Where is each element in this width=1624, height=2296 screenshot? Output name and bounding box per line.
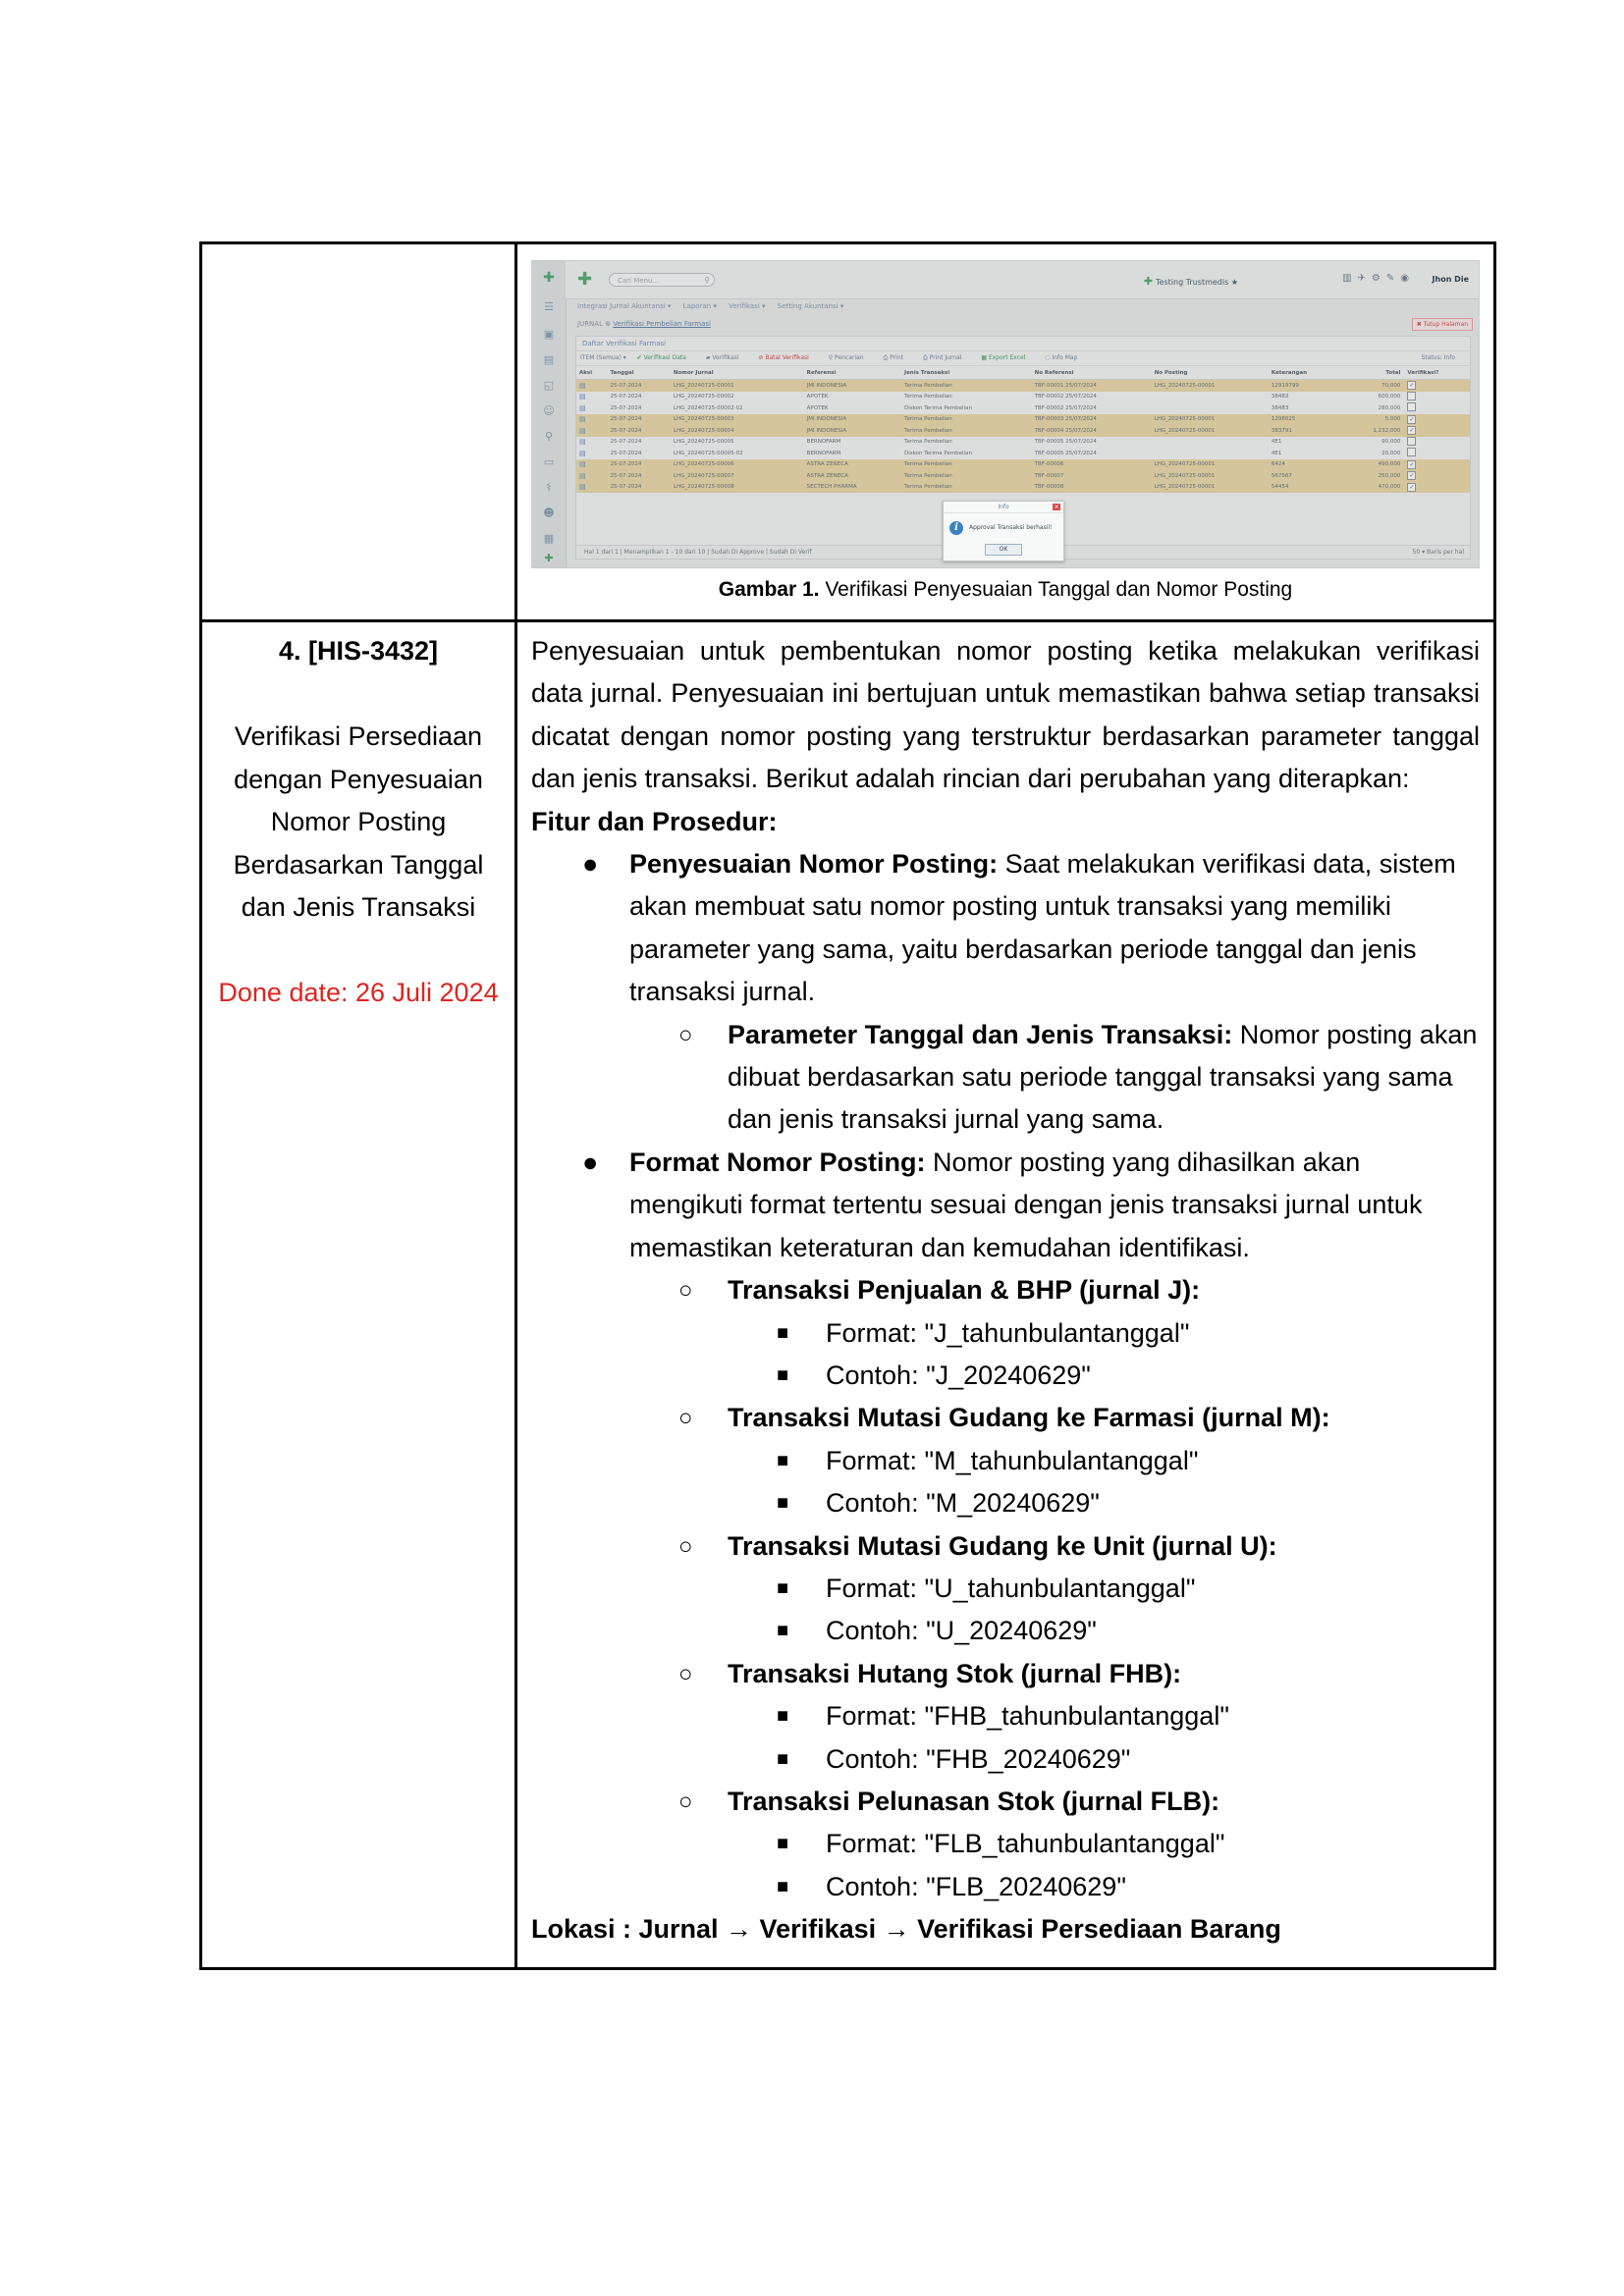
col-no-referensi: No Referensi: [1032, 366, 1152, 380]
row-tanggal: 25-07-2024: [607, 459, 670, 471]
col-tanggal: Tanggal: [607, 366, 670, 380]
panel-title: Daftar Verifikasi Farmasi: [576, 337, 1470, 351]
bullet-square: ■: [777, 1321, 789, 1344]
row-tanggal: 25-07-2024: [607, 380, 670, 392]
hospital-label: Testing Trustmedis: [1156, 278, 1229, 287]
row-jenis: Terima Pembelian: [901, 380, 1032, 392]
format-title: ○ Transaksi Mutasi Gudang ke Farmasi (jurnal M):: [531, 1397, 1480, 1439]
print-button[interactable]: ⎙ Print: [883, 354, 903, 361]
bullet-dot: ●: [582, 849, 599, 880]
export-excel-button[interactable]: ▦ Export Excel: [981, 354, 1026, 361]
row-no-posting: LHG_20240725-00001: [1152, 482, 1269, 494]
row-doc-icon[interactable]: ▤: [576, 459, 607, 471]
bullet-square: ■: [777, 1747, 789, 1770]
row-keterangan: 6424: [1269, 459, 1341, 471]
col-total: Total: [1341, 366, 1405, 380]
row-doc-icon[interactable]: ▤: [579, 393, 586, 401]
row-no-posting: LHG_20240725-00001: [1152, 380, 1269, 392]
row-nomor-jurnal: LHG_20240725-00003: [671, 414, 804, 426]
row-no-referensi: TBF-00004 25/07/2024: [1032, 425, 1152, 437]
close-page-button[interactable]: ✖ Tutup Halaman: [1412, 318, 1473, 331]
close-icon[interactable]: ×: [1054, 504, 1059, 510]
format-pattern: ■ Format: "U_tahunbulantanggal": [531, 1568, 1480, 1610]
row-no-referensi: TBF-00008: [1032, 482, 1152, 494]
sidebar-icon-4[interactable]: ☺: [543, 404, 555, 417]
bullet-square: ■: [777, 1363, 789, 1386]
search-icon: ⚲: [704, 276, 710, 285]
bullet-square: ■: [777, 1875, 789, 1897]
row-tanggal: 25-07-2024: [607, 425, 670, 437]
screenshot-figure: [531, 260, 1480, 568]
row-verify-checkbox[interactable]: ✓: [1404, 380, 1470, 392]
breadcrumb-home[interactable]: JURNAL: [577, 320, 603, 328]
bullet-circle: ○: [678, 1532, 693, 1560]
row-keterangan: 54454: [1269, 482, 1341, 494]
empty-left-cell: [201, 243, 516, 621]
row-verify-checkbox[interactable]: ✓: [1404, 470, 1470, 482]
row-jenis: Terima Pembelian: [901, 414, 1032, 426]
info-icon: i: [949, 521, 963, 535]
row-total: 5,000: [1341, 414, 1405, 426]
format-example: ■ Contoh: "FLB_20240629": [531, 1866, 1480, 1908]
figure-caption-text: Verifikasi Penyesuaian Tanggal dan Nomor Posting: [825, 578, 1293, 601]
format-pattern: ■ Format: "J_tahunbulantanggal": [531, 1312, 1480, 1355]
figure-caption-label: Gambar 1.: [718, 578, 820, 601]
ticket-title-line: dan Jenis Transaksi: [241, 892, 476, 922]
format-pattern: ■ Format: "M_tahunbulantanggal": [531, 1440, 1480, 1482]
location-text: Lokasi : Jurnal → Verifikasi → Verifikasi Persediaan Barang: [531, 1914, 1281, 1945]
row-no-referensi: TBF-00007: [1032, 470, 1152, 482]
row-keterangan: 383791: [1269, 425, 1341, 437]
content-row: [201, 621, 1495, 1969]
row-referensi: APOTEK: [806, 404, 829, 411]
row-nomor-jurnal: LHG_20240725-00001: [671, 380, 804, 392]
row-total: 280,000: [1378, 404, 1401, 411]
row-verify-checkbox[interactable]: ✓: [1404, 459, 1470, 471]
row-keterangan: 4E1: [1271, 450, 1282, 456]
row-referensi: JMI INDONESIA: [804, 380, 901, 392]
row-verify-checkbox[interactable]: ✓: [1404, 414, 1470, 426]
row-total: 470,000: [1341, 482, 1405, 494]
col-nomor-jurnal: Nomor Jurnal: [671, 366, 804, 380]
hospital-icon: ✚: [1143, 275, 1154, 288]
ticket-title-line: Nomor Posting: [270, 807, 447, 836]
status-label: Status: Info: [1421, 354, 1455, 361]
bullet-circle: ○: [678, 1277, 693, 1305]
row-keterangan: 567567: [1269, 470, 1341, 482]
bullet-circle: ○: [678, 1660, 693, 1687]
app-logo-icon: ✚: [543, 270, 555, 286]
format-example: ■ Contoh: "FHB_20240629": [531, 1738, 1480, 1781]
row-total: 90,000: [1381, 439, 1401, 446]
row-verify-checkbox[interactable]: ✓: [1404, 482, 1470, 494]
row-tanggal: 25-07-2024: [610, 450, 642, 456]
verify-data-button[interactable]: ✔ Verifikasi Data: [636, 354, 686, 361]
sidebar-icon-5[interactable]: ⚲: [544, 430, 554, 443]
bullet-square: ■: [777, 1492, 789, 1515]
menu-item-integrasi[interactable]: Integrasi Jurnal Akuntansi ▾: [577, 302, 672, 310]
col-verifikasi: Verifikasi?: [1404, 366, 1470, 380]
row-tanggal: 25-07-2024: [610, 404, 642, 411]
row-nomor-jurnal: LHG_20240725-00005: [673, 439, 734, 446]
row-tanggal: 25-07-2024: [607, 482, 670, 494]
figure-cell: [516, 243, 1495, 621]
col-referensi: Referensi: [804, 366, 901, 380]
cancel-verify-button[interactable]: ⊘ Batal Verifikasi: [758, 354, 809, 361]
row-keterangan: 1298025: [1269, 414, 1341, 426]
sidebar-icon-7[interactable]: ⚕: [546, 481, 552, 494]
menu-item-laporan[interactable]: Laporan ▾: [682, 302, 717, 310]
row-referensi: ASTRA ZENECA: [804, 470, 901, 482]
bullet-square: ■: [777, 1620, 789, 1642]
sidebar-icon-6[interactable]: ▭: [543, 455, 555, 468]
col-no-posting: No Posting: [1152, 366, 1269, 380]
page-size-select[interactable]: 50 ▾ Baris per hal: [1412, 549, 1464, 556]
dialog-title: Info ×: [944, 502, 1063, 513]
ticket-id: 4. [HIS-3432]: [278, 636, 439, 666]
row-no-posting: LHG_20240725-00001: [1152, 459, 1269, 471]
row-total: 250,000: [1341, 470, 1405, 482]
row-referensi: JMI INDONESIA: [804, 425, 901, 437]
row-referensi: BERNOFARM: [806, 450, 841, 456]
row-jenis: Terima Pembelian: [901, 425, 1032, 437]
sidebar-icon-2[interactable]: ▤: [543, 353, 555, 366]
ticket-cell: [201, 621, 516, 1969]
dialog-ok-button[interactable]: OK: [985, 544, 1022, 556]
search-button[interactable]: ⚲ Pencarian: [828, 354, 864, 361]
row-doc-icon[interactable]: ▤: [576, 470, 607, 482]
row-no-referensi: TBF-00003 25/07/2024: [1032, 414, 1152, 426]
ticket-title-line: Verifikasi Persediaan: [234, 721, 483, 751]
format-example: ■ Contoh: "U_20240629": [531, 1610, 1480, 1652]
row-jenis: Diskon Terima Pembelian: [904, 404, 972, 411]
row-keterangan: 12919799: [1269, 380, 1341, 392]
pager-text[interactable]: Hal 1 dari 1 | Menampilkan 1 - 10 dari 10 | Sudah Di Approve | Sudah Di Verif: [584, 549, 812, 556]
row-total: 600,000: [1378, 394, 1401, 400]
row-jenis: Diskon Terima Pembelian: [904, 450, 972, 456]
star-icon: ★: [1230, 278, 1238, 287]
row-nomor-jurnal: LHG_20240725-00004: [671, 425, 804, 437]
print-jurnal-button[interactable]: ⎙ Print Jurnal: [922, 354, 962, 361]
info-map-button[interactable]: ◌ Info Map: [1045, 354, 1078, 361]
row-jenis: Terima Pembelian: [901, 459, 1032, 471]
row-total: 20,000: [1381, 450, 1401, 456]
format-example: ■ Contoh: "J_20240629": [531, 1355, 1480, 1397]
row-jenis: Terima Pembelian: [904, 394, 952, 400]
topbar-icons[interactable]: ▥✈⚙✎◉: [1342, 273, 1415, 284]
ticket-title-line: Berdasarkan Tanggal: [233, 849, 484, 880]
sidebar-icon-8[interactable]: ☻: [543, 507, 555, 519]
user-name[interactable]: Jhon Die: [1432, 275, 1469, 284]
verify-button[interactable]: ▰ Verifikasi: [705, 354, 739, 361]
row-tanggal: 25-07-2024: [610, 394, 642, 400]
info-dialog: [943, 501, 1064, 561]
format-pattern: ■ Format: "FLB_tahunbulantanggal": [531, 1823, 1480, 1865]
bullet-posting-adjustment: ● Penyesuaian Nomor Posting: Saat melakukan verifikasi data, sistem akan membuat satu nomor posting untuk transaksi yang memiliki parameter yang sama, yaitu berdasarkan periode tanggal dan jenis transaksi jurnal.: [531, 843, 1480, 1014]
row-nomor-jurnal: LHG_20240725-00008: [671, 482, 804, 494]
row-no-posting: LHG_20240725-00001: [1152, 414, 1269, 426]
row-total: 70,000: [1341, 380, 1405, 392]
description-cell: [516, 621, 1495, 1969]
row-nomor-jurnal: LHG_20240725-00007: [671, 470, 804, 482]
row-total: 1,232,000: [1341, 425, 1405, 437]
brand-logo-icon: ✚: [577, 269, 593, 290]
format-example: ■ Contoh: "M_20240629": [531, 1482, 1480, 1524]
sub-bullet-parameter: ○ Parameter Tanggal dan Jenis Transaksi: Nomor posting akan dibuat berdasarkan satu periode tanggal transaksi yang sama dan jenis transaksi jurnal yang sama.: [531, 1014, 1480, 1142]
bullet-square: ■: [777, 1576, 789, 1599]
bullet-posting-format: ● Format Nomor Posting: Nomor posting yang dihasilkan akan mengikuti format tertentu sesuai dengan jenis transaksi jurnal untuk memastikan keteraturan dan kemudahan identifikasi.: [531, 1142, 1480, 1269]
row-doc-icon[interactable]: ▤: [576, 414, 607, 426]
ticket-title-line: dengan Penyesuaian: [234, 764, 483, 794]
row-referensi: SECTECH PHARMA: [804, 482, 901, 494]
row-doc-icon[interactable]: ▤: [579, 403, 586, 412]
bullet-circle: ○: [678, 1021, 693, 1048]
tab-verifikasi-pembelian[interactable]: Verifikasi Pembelian Farmasi: [613, 320, 711, 328]
row-no-referensi: TBF-00001 25/07/2024: [1032, 380, 1152, 392]
format-title: ○ Transaksi Penjualan & BHP (jurnal J):: [531, 1269, 1480, 1311]
menu-item-verifikasi[interactable]: Verifikasi ▾: [729, 302, 766, 310]
row-tanggal: 25-07-2024: [607, 414, 670, 426]
sidebar-icon-10[interactable]: ✚: [544, 552, 554, 564]
row-referensi: BERNOFARM: [806, 439, 841, 446]
col-jenis-transaksi: Jenis Transaksi: [901, 366, 1032, 380]
row-nomor-jurnal: LHG_20240725-00006: [671, 459, 804, 471]
done-date: Done date: 26 Juli 2024: [218, 978, 499, 1007]
bullet-square: ■: [777, 1705, 789, 1728]
row-verify-checkbox[interactable]: ✓: [1404, 425, 1470, 437]
intro-paragraph: Penyesuaian untuk pembentukan nomor posting ketika melakukan verifikasi data jurnal. Penyesuaian ini bertujuan untuk memastikan bahwa setiap transaksi dicatat dengan nomor posting yang terstruktur berdasarkan parameter tanggal dan jenis transaksi. Berikut adalah rincian dari perubahan yang diterapkan:: [531, 636, 1480, 794]
row-no-referensi: TBF-00005 25/07/2024: [1034, 439, 1097, 446]
row-referensi: APOTEK: [806, 394, 829, 400]
row-no-referensi: TBF-00002 25/07/2024: [1034, 394, 1097, 400]
row-tanggal: 25-07-2024: [607, 470, 670, 482]
row-doc-icon[interactable]: ▤: [579, 449, 586, 457]
row-nomor-jurnal: LHG_20240725-00005-02: [673, 450, 743, 456]
row-no-posting: LHG_20240725-00001: [1152, 425, 1269, 437]
row-tanggal: 25-07-2024: [610, 439, 642, 446]
bullet-dot: ●: [582, 1147, 599, 1177]
row-referensi: ASTRA ZENECA: [804, 459, 901, 471]
row-no-posting: LHG_20240725-00001: [1152, 470, 1269, 482]
menu-item-setting[interactable]: Setting Akuntansi ▾: [777, 302, 844, 310]
format-title: ○ Transaksi Mutasi Gudang ke Unit (jurnal U):: [531, 1525, 1480, 1568]
row-nomor-jurnal: LHG_20240725-00002-02: [673, 404, 743, 411]
row-total: 490,000: [1341, 459, 1405, 471]
row-doc-icon[interactable]: ▤: [576, 482, 607, 494]
search-placeholder: Cari Menu...: [618, 277, 660, 285]
tab-bar: JURNAL ⊗ Verifikasi Pembelian Farmasi: [577, 320, 711, 328]
format-pattern: ■ Format: "FHB_tahunbulantanggal": [531, 1695, 1480, 1737]
row-doc-icon[interactable]: ▤: [576, 425, 607, 437]
row-doc-icon[interactable]: ▤: [576, 380, 607, 392]
row-no-referensi: TBF-00006: [1032, 459, 1152, 471]
row-no-referensi: TBF-00005 25/07/2024: [1034, 450, 1097, 456]
features-heading: Fitur dan Prosedur:: [531, 806, 778, 836]
format-list: [531, 1269, 1480, 1908]
format-title: ○ Transaksi Pelunasan Stok (jurnal FLB):: [531, 1781, 1480, 1823]
row-no-referensi: TBF-00002 25/07/2024: [1034, 404, 1097, 411]
col-aksi: Aksi: [576, 366, 607, 380]
row-nomor-jurnal: LHG_20240725-00002: [673, 394, 734, 400]
menu-icon[interactable]: ☰: [544, 300, 554, 313]
filter-dropdown[interactable]: ITEM (Semua) ▾: [580, 354, 626, 361]
row-keterangan: 38483: [1271, 404, 1289, 411]
sidebar-icon-9[interactable]: ▦: [543, 532, 555, 545]
sidebar-icon-1[interactable]: ▣: [543, 328, 555, 341]
bullet-square: ■: [777, 1833, 789, 1855]
row-keterangan: 38483: [1271, 394, 1289, 400]
sidebar-icon-3[interactable]: ◱: [543, 379, 555, 392]
bullet-circle: ○: [678, 1788, 693, 1815]
figure-row: [201, 243, 1495, 621]
row-doc-icon[interactable]: ▤: [579, 438, 586, 447]
figure-caption: [531, 578, 1480, 602]
format-title: ○ Transaksi Hutang Stok (jurnal FHB):: [531, 1653, 1480, 1695]
bullet-square: ■: [777, 1449, 789, 1471]
row-jenis: Terima Pembelian: [904, 439, 952, 446]
row-keterangan: 4E1: [1271, 439, 1282, 446]
bullet-circle: ○: [678, 1405, 693, 1432]
col-keterangan: Keterangan: [1269, 366, 1341, 380]
row-jenis: Terima Pembelian: [901, 482, 1032, 494]
row-referensi: JMI INDONESIA: [804, 414, 901, 426]
document-table: [199, 241, 1496, 1970]
dialog-message: Approval Transaksi berhasil!: [969, 524, 1053, 531]
row-jenis: Terima Pembelian: [901, 470, 1032, 482]
